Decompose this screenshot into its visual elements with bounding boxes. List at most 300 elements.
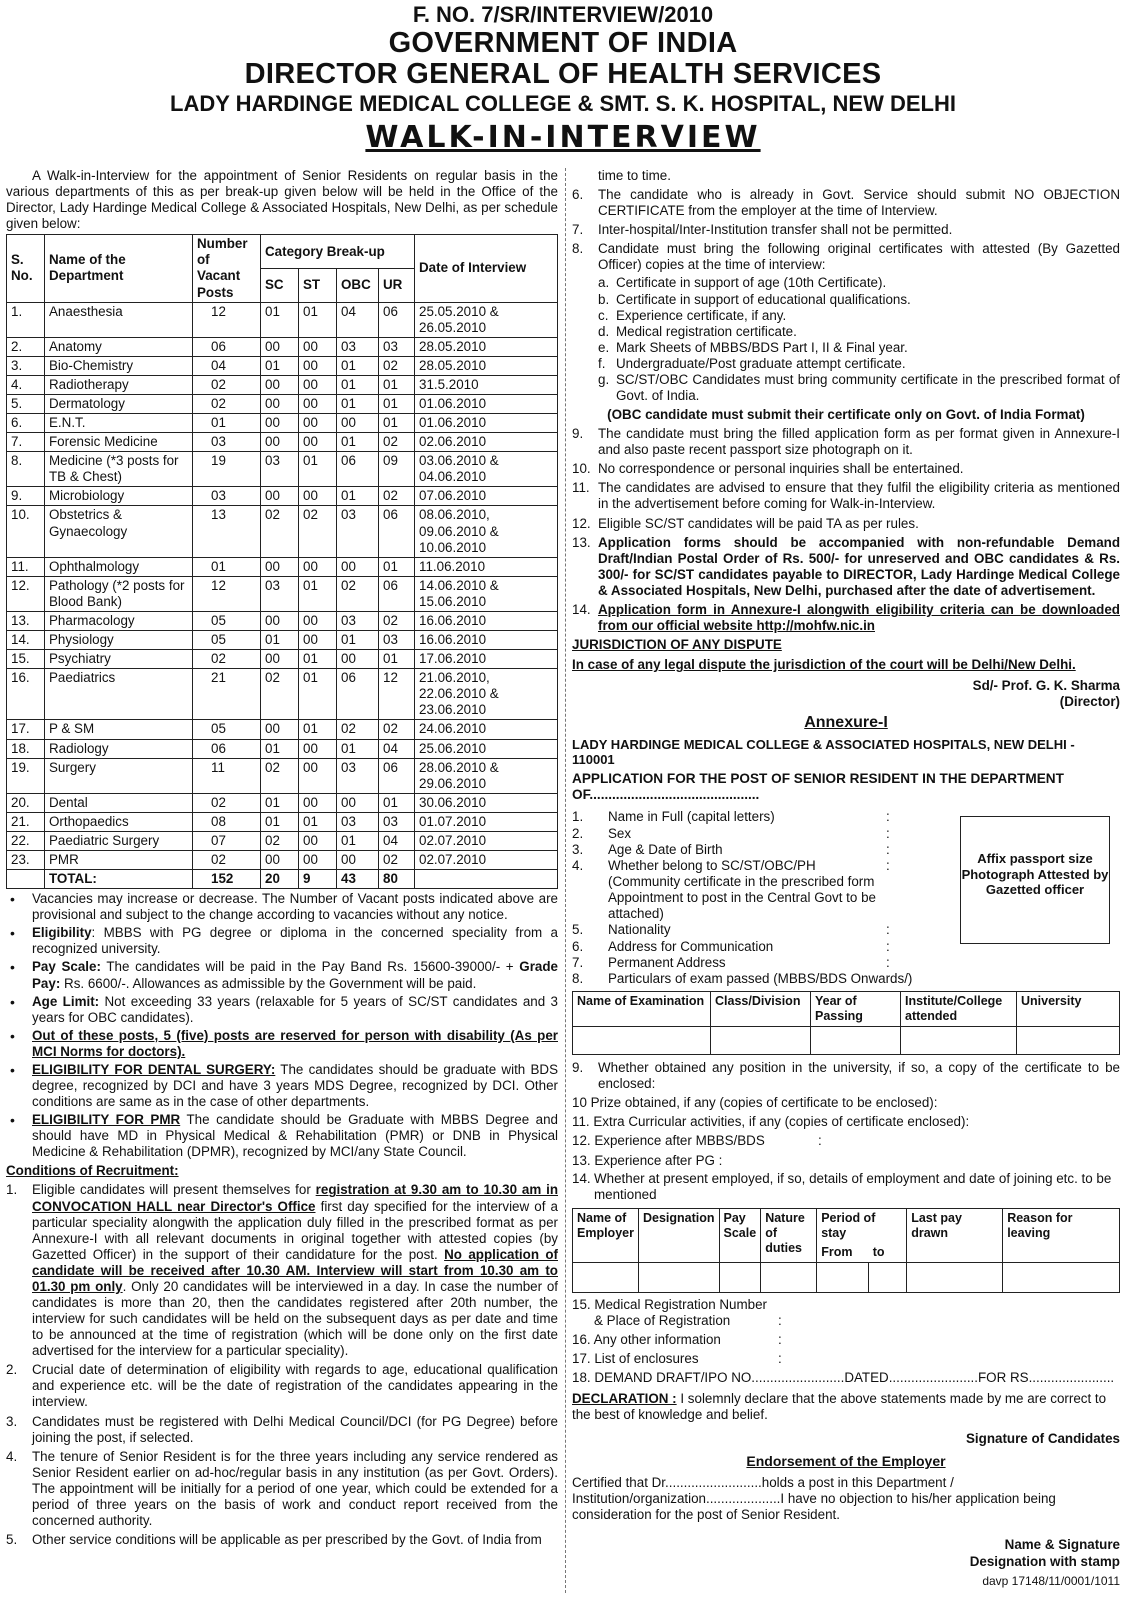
cell-dept: P & SM <box>45 720 193 739</box>
vacancy-table-body <box>7 302 558 869</box>
cell-no: 20. <box>7 793 45 812</box>
cell-st: 00 <box>299 557 337 576</box>
field-4-note: (Community certificate in the prescribed form Appointment to post in the Central Govt to be attached) <box>608 874 876 922</box>
cell-obc: 00 <box>337 793 379 812</box>
cell-ur: 02 <box>379 356 415 375</box>
cell-no: 18. <box>7 739 45 758</box>
cell-posts: 11 <box>193 758 261 793</box>
cell-posts: 02 <box>193 850 261 869</box>
cell-posts: 06 <box>193 337 261 356</box>
cell-posts: 12 <box>193 302 261 337</box>
cell-posts: 01 <box>193 557 261 576</box>
cell-date: 25.06.2010 <box>415 739 558 758</box>
cell-ur: 02 <box>379 720 415 739</box>
condition-2: 2. Crucial date of determination of eligibility with regards to age, educational qualification and experience etc. will be the date of registration of the candidates appearing in the interview. <box>6 1362 558 1410</box>
cell-st: 00 <box>299 758 337 793</box>
table-row <box>7 452 558 487</box>
th-sc: SC <box>261 268 299 302</box>
cell-dept: PMR <box>45 850 193 869</box>
table-row <box>7 557 558 576</box>
table-row <box>7 414 558 433</box>
cell-obc: 01 <box>337 487 379 506</box>
cell-posts: 05 <box>193 631 261 650</box>
cell-st: 00 <box>299 375 337 394</box>
table-row <box>7 812 558 831</box>
cell-ur: 01 <box>379 375 415 394</box>
cell-ur: 06 <box>379 302 415 337</box>
exam-col-header: Class/Division <box>711 992 811 1027</box>
cell-date: 16.06.2010 <box>415 631 558 650</box>
cell-date: 28.05.2010 <box>415 337 558 356</box>
cell-st: 00 <box>299 850 337 869</box>
cell-posts: 01 <box>193 414 261 433</box>
cell-ur: 02 <box>379 850 415 869</box>
cell-dept: Dental <box>45 793 193 812</box>
cell-posts: 03 <box>193 433 261 452</box>
cell-ur: 06 <box>379 758 415 793</box>
name-signature: Name & Signature <box>1004 1537 1120 1553</box>
annexure-institution: LADY HARDINGE MEDICAL COLLEGE & ASSOCIATED HOSPITALS, NEW DELHI - 110001 <box>572 736 1075 768</box>
condition-6: 6. The candidate who is already in Govt. Service should submit NO OBJECTION CERTIFICATE from the employer at the time of Interview. <box>572 187 1120 219</box>
form-field: 3. Age & Date of Birth : <box>572 841 890 857</box>
certificate-item: c. Experience certificate, if any. <box>598 307 787 323</box>
cell-ur: 03 <box>379 812 415 831</box>
cell-sc: 01 <box>261 793 299 812</box>
page-title: WALK-IN-INTERVIEW <box>365 119 761 155</box>
cell-st: 01 <box>299 650 337 669</box>
table-row <box>7 631 558 650</box>
cell-sc: 00 <box>261 433 299 452</box>
cell-posts: 07 <box>193 831 261 850</box>
cell-dept: Psychiatry <box>45 650 193 669</box>
govt-title: GOVERNMENT OF INDIA <box>388 27 738 60</box>
field-16: 16. Any other information : <box>572 1331 782 1347</box>
cell-obc: 01 <box>337 433 379 452</box>
cell-posts: 02 <box>193 395 261 414</box>
cell-ur: 01 <box>379 414 415 433</box>
form-field: 2. Sex : <box>572 825 890 841</box>
table-row <box>7 758 558 793</box>
table-row <box>7 337 558 356</box>
cell-posts: 05 <box>193 611 261 630</box>
cell-date: 03.06.2010 & 04.06.2010 <box>415 452 558 487</box>
jurisdiction-heading: JURISDICTION OF ANY DISPUTE <box>572 637 782 653</box>
cell-st: 01 <box>299 669 337 720</box>
exam-col-header: Name of Examination <box>573 992 711 1027</box>
left-column <box>6 168 558 1548</box>
cell-dept: Bio-Chemistry <box>45 356 193 375</box>
cell-sc: 01 <box>261 302 299 337</box>
th-obc: OBC <box>337 268 379 302</box>
cell-date: 14.06.2010 & 15.06.2010 <box>415 576 558 611</box>
table-row <box>7 650 558 669</box>
cell-obc: 02 <box>337 576 379 611</box>
cell-ur: 12 <box>379 669 415 720</box>
cell-sc: 00 <box>261 611 299 630</box>
cell-date: 11.06.2010 <box>415 557 558 576</box>
table-row <box>7 831 558 850</box>
cell-obc: 03 <box>337 506 379 557</box>
table-row <box>7 395 558 414</box>
bullet-pay-scale: • Pay Scale: The candidates will be paid in the Pay Band Rs. 15600-39000/- + Grade Pay: Rs. 6600/-. Allowances as admissible by the Government will be paid. <box>6 959 558 991</box>
cell-no: 6. <box>7 414 45 433</box>
cell-obc: 03 <box>337 611 379 630</box>
table-row <box>7 669 558 720</box>
table-row <box>7 487 558 506</box>
th-date: Date of Interview <box>415 235 558 302</box>
cell-ur: 04 <box>379 739 415 758</box>
condition-12: 12. Eligible SC/ST candidates will be paid TA as per rules. <box>572 515 919 531</box>
cell-ur: 09 <box>379 452 415 487</box>
exam-col-header: Year of Passing <box>811 992 901 1027</box>
cell-ur: 02 <box>379 611 415 630</box>
total-st: 9 <box>299 870 337 889</box>
jurisdiction-text: In case of any legal dispute the jurisdiction of the court will be Delhi/New Delhi. <box>572 657 1076 673</box>
exam-table <box>572 991 1120 1055</box>
cell-no: 16. <box>7 669 45 720</box>
cell-ur: 06 <box>379 576 415 611</box>
conditions-heading: Conditions of Recruitment: <box>6 1163 179 1179</box>
exam-col-header: University <box>1017 992 1120 1027</box>
endorsement-heading: Endorsement of the Employer <box>746 1453 946 1470</box>
bullet-dental: • ELIGIBILITY FOR DENTAL SURGERY: The candidates should be graduate with BDS degree, recognized by DCI and have 3 years MDS Degree, recognized by DCI. Other conditions are same as in the case of other departments. <box>6 1062 558 1110</box>
cell-posts: 12 <box>193 576 261 611</box>
cell-dept: Orthopaedics <box>45 812 193 831</box>
cell-sc: 00 <box>261 337 299 356</box>
designation-stamp: Designation with stamp <box>969 1553 1120 1569</box>
cell-no: 12. <box>7 576 45 611</box>
davp-code: davp 17148/11/0001/1011 <box>982 1573 1120 1588</box>
cell-st: 00 <box>299 414 337 433</box>
th-category: Category Break-up <box>261 235 415 269</box>
cell-no: 4. <box>7 375 45 394</box>
cell-no: 21. <box>7 812 45 831</box>
table-row <box>7 302 558 337</box>
cell-date: 02.07.2010 <box>415 850 558 869</box>
institution-title: LADY HARDINGE MEDICAL COLLEGE & SMT. S. K. HOSPITAL, NEW DELHI <box>170 91 956 117</box>
certificate-item: b. Certificate in support of educational qualifications. <box>598 291 911 307</box>
cell-no: 8. <box>7 452 45 487</box>
dept-title: DIRECTOR GENERAL OF HEALTH SERVICES <box>244 57 882 90</box>
form-field: 5. Nationality : <box>572 922 890 938</box>
photo-box: Affix passport size Photograph Attested by Gazetted officer <box>960 816 1110 944</box>
th-dept: Name of the Department <box>45 235 193 302</box>
field-17: 17. List of enclosures : <box>572 1351 782 1367</box>
field-18: 18. DEMAND DRAFT/IPO NO.........................DATED........................FOR RS....................... <box>572 1370 1115 1386</box>
cell-dept: Physiology <box>45 631 193 650</box>
form-field: 6. Address for Communication : <box>572 938 890 954</box>
cell-sc: 00 <box>261 720 299 739</box>
cell-no: 23. <box>7 850 45 869</box>
cell-ur: 06 <box>379 506 415 557</box>
cell-no: 15. <box>7 650 45 669</box>
cell-obc: 01 <box>337 395 379 414</box>
cell-sc: 02 <box>261 669 299 720</box>
cell-no: 1. <box>7 302 45 337</box>
cell-sc: 00 <box>261 557 299 576</box>
cell-dept: Pathology (*2 posts for Blood Bank) <box>45 576 193 611</box>
cell-date: 25.05.2010 & 26.05.2010 <box>415 302 558 337</box>
cell-sc: 01 <box>261 739 299 758</box>
cell-st: 02 <box>299 506 337 557</box>
header <box>0 0 1126 156</box>
cell-obc: 00 <box>337 557 379 576</box>
field-9: 9. Whether obtained any position in the university, if so, a copy of the certificate to be enclosed: <box>572 1060 1120 1092</box>
cell-st: 00 <box>299 395 337 414</box>
cell-posts: 19 <box>193 452 261 487</box>
cell-date: 21.06.2010, 22.06.2010 & 23.06.2010 <box>415 669 558 720</box>
cell-sc: 01 <box>261 356 299 375</box>
form-field: 4. Whether belong to SC/ST/OBC/PH : <box>572 857 890 873</box>
cell-st: 01 <box>299 812 337 831</box>
condition-11: 11. The candidates are advised to ensure that they fulfil the eligibility criteria as mentioned in the advertisement before coming for Walk-in-Interview. <box>572 480 1120 512</box>
certificate-item: d. Medical registration certificate. <box>598 323 797 339</box>
cell-dept: Paediatric Surgery <box>45 831 193 850</box>
bullet-pmr: • ELIGIBILITY FOR PMR The candidate should be Graduate with MBBS Degree and should have MD in Physical Medical & Rehabilitation (PMR) or DNB in Physical Medicine & Rehabilitation (DPMR), recognized by MCI/any State Council. <box>6 1112 558 1160</box>
certificate-list <box>572 275 1120 404</box>
cell-obc: 06 <box>337 452 379 487</box>
cell-date: 28.06.2010 & 29.06.2010 <box>415 758 558 793</box>
employment-header-row: Name of Employer Designation Pay Scale Nature of duties Period of stay Last pay drawn Reason for leaving <box>573 1208 1120 1243</box>
cell-obc: 01 <box>337 631 379 650</box>
cell-st: 00 <box>299 337 337 356</box>
cell-no: 17. <box>7 720 45 739</box>
cell-posts: 21 <box>193 669 261 720</box>
cell-date: 01.06.2010 <box>415 395 558 414</box>
table-row <box>7 611 558 630</box>
cell-ur: 04 <box>379 831 415 850</box>
cell-dept: E.N.T. <box>45 414 193 433</box>
cell-date: 07.06.2010 <box>415 487 558 506</box>
table-row <box>7 850 558 869</box>
cell-ur: 03 <box>379 337 415 356</box>
cell-sc: 00 <box>261 487 299 506</box>
cell-dept: Dermatology <box>45 395 193 414</box>
form-field: 1. Name in Full (capital letters) : <box>572 809 890 825</box>
cell-date: 08.06.2010, 09.06.2010 & 10.06.2010 <box>415 506 558 557</box>
cell-st: 00 <box>299 356 337 375</box>
form-field: 7. Permanent Address : <box>572 954 890 970</box>
cell-sc: 02 <box>261 758 299 793</box>
cell-posts: 02 <box>193 375 261 394</box>
cell-sc: 01 <box>261 812 299 831</box>
cell-posts: 05 <box>193 720 261 739</box>
cell-sc: 02 <box>261 831 299 850</box>
cell-obc: 06 <box>337 669 379 720</box>
exam-col-header: Institute/College attended <box>901 992 1017 1027</box>
cell-st: 01 <box>299 720 337 739</box>
cell-date: 01.06.2010 <box>415 414 558 433</box>
certificate-item: a. Certificate in support of age (10th Certificate). <box>598 275 887 291</box>
bullet-disability: • Out of these posts, 5 (five) posts are reserved for person with disability (As per MCI Norms for doctors). <box>6 1028 558 1060</box>
cell-dept: Anatomy <box>45 337 193 356</box>
cell-dept: Anaesthesia <box>45 302 193 337</box>
cell-dept: Ophthalmology <box>45 557 193 576</box>
application-heading: APPLICATION FOR THE POST OF SENIOR RESIDENT IN THE DEPARTMENT OF............................................. <box>572 770 1064 803</box>
cell-posts: 04 <box>193 356 261 375</box>
condition-10: 10. No correspondence or personal inquiries shall be entertained. <box>572 461 964 477</box>
exam-blank-row <box>573 1027 1120 1055</box>
cell-sc: 03 <box>261 452 299 487</box>
total-sc: 20 <box>261 870 299 889</box>
cell-st: 00 <box>299 739 337 758</box>
cell-obc: 00 <box>337 850 379 869</box>
cell-sc: 00 <box>261 414 299 433</box>
employment-table: Name of Employer Designation Pay Scale Nature of duties Period of stay Last pay drawn Reason for leaving From to <box>572 1208 1120 1293</box>
field-15-place: & Place of Registration : <box>594 1312 782 1328</box>
cell-st: 00 <box>299 831 337 850</box>
cell-obc: 02 <box>337 720 379 739</box>
cell-sc: 02 <box>261 506 299 557</box>
intro-paragraph: A Walk-in-Interview for the appointment of Senior Residents on regular basis in the various departments of this as per break-up given below will be held in the Office of the Director, Lady Hardinge Medical College & Associated Hospitals, New Delhi, as per schedule given below: <box>6 168 558 232</box>
cell-sc: 00 <box>261 850 299 869</box>
cell-no: 5. <box>7 395 45 414</box>
cell-date: 16.06.2010 <box>415 611 558 630</box>
cell-posts: 02 <box>193 650 261 669</box>
field-15: 15. Medical Registration Number <box>572 1296 767 1312</box>
cell-posts: 03 <box>193 487 261 506</box>
cell-ur: 01 <box>379 650 415 669</box>
field-8: 8. Particulars of exam passed (MBBS/BDS Onwards/) <box>572 970 913 986</box>
cell-dept: Medicine (*3 posts for TB & Chest) <box>45 452 193 487</box>
cell-dept: Forensic Medicine <box>45 433 193 452</box>
total-obc: 43 <box>337 870 379 889</box>
total-ur: 80 <box>379 870 415 889</box>
cell-posts: 06 <box>193 739 261 758</box>
field-11: 11. Extra Curricular activities, if any (copies of certificate enclosed): <box>572 1114 970 1130</box>
condition-13: 13. Application forms should be accompanied with non-refundable Demand Draft/Indian Postal Order of Rs. 500/- for unreserved and OBC candidates & Rs. 300/- for SC/ST candidates payable to DIRECTOR, Lady Hardinge Medical College & Associated Hospitals, New Delhi, purchased after the date of advertisement. <box>572 534 1120 598</box>
total-label: TOTAL: <box>45 870 193 889</box>
exam-header-row <box>573 992 1120 1027</box>
cell-dept: Microbiology <box>45 487 193 506</box>
cell-no: 22. <box>7 831 45 850</box>
signature-title: (Director) <box>1059 694 1120 710</box>
cell-ur: 01 <box>379 557 415 576</box>
cell-no: 2. <box>7 337 45 356</box>
field-12: 12. Experience after MBBS/BDS : <box>572 1133 822 1149</box>
condition-3: 3. Candidates must be registered with Delhi Medical Council/DCI (for PG Degree) before joining the post, if selected. <box>6 1413 558 1445</box>
table-row <box>7 356 558 375</box>
cell-st: 00 <box>299 487 337 506</box>
file-number: F. NO. 7/SR/INTERVIEW/2010 <box>412 2 714 27</box>
cell-sc: 03 <box>261 576 299 611</box>
cell-sc: 00 <box>261 395 299 414</box>
cell-date: 17.06.2010 <box>415 650 558 669</box>
annexure-title: Annexure-I <box>804 714 888 732</box>
cell-no: 19. <box>7 758 45 793</box>
cell-st: 00 <box>299 793 337 812</box>
cell-dept: Paediatrics <box>45 669 193 720</box>
cell-ur: 01 <box>379 395 415 414</box>
cell-no: 7. <box>7 433 45 452</box>
cell-st: 00 <box>299 611 337 630</box>
right-column <box>572 168 1120 1588</box>
table-row <box>7 793 558 812</box>
table-row <box>7 739 558 758</box>
cell-no: 11. <box>7 557 45 576</box>
cell-obc: 03 <box>337 812 379 831</box>
cell-sc: 00 <box>261 650 299 669</box>
cell-dept: Radiotherapy <box>45 375 193 394</box>
th-posts: Number of Vacant Posts <box>193 235 261 302</box>
employment-blank-row <box>573 1262 1120 1292</box>
table-row <box>7 576 558 611</box>
cell-obc: 00 <box>337 650 379 669</box>
bullet-age-limit: • Age Limit: Not exceeding 33 years (relaxable for 5 years of SC/ST candidates and 3 years for OBC candidates). <box>6 994 558 1026</box>
declaration: DECLARATION : I solemnly declare that the above statements made by me are correct to the best of knowledge and belief. <box>572 1391 1107 1423</box>
cell-st: 00 <box>299 433 337 452</box>
condition-5-continued: time to time. <box>598 168 671 183</box>
obc-note: (OBC candidate must submit their certificate only on Govt. of India Format) <box>607 407 1085 423</box>
body-columns <box>6 168 1120 1596</box>
cell-date: 30.06.2010 <box>415 793 558 812</box>
cell-date: 31.5.2010 <box>415 375 558 394</box>
certificate-item: g. SC/ST/OBC Candidates must bring community certificate in the prescribed format of Govt. of India. <box>598 371 1120 404</box>
cell-dept: Radiology <box>45 739 193 758</box>
cell-st: 01 <box>299 302 337 337</box>
cell-date: 02.07.2010 <box>415 831 558 850</box>
th-ur: UR <box>379 268 415 302</box>
condition-7: 7. Inter-hospital/Inter-Institution transfer shall not be permitted. <box>572 222 953 238</box>
cell-obc: 03 <box>337 758 379 793</box>
candidate-signature: Signature of Candidates <box>965 1431 1120 1447</box>
condition-8: 8. Candidate must bring the following original certificates with attested (By Gazetted Officer) copies at the time of interview: <box>572 241 1120 273</box>
cell-date: 02.06.2010 <box>415 433 558 452</box>
cell-no: 3. <box>7 356 45 375</box>
cell-no: 14. <box>7 631 45 650</box>
certificate-item: f. Undergraduate/Post graduate attempt certificate. <box>598 355 906 371</box>
condition-1: 1. Eligible candidates will present themselves for registration at 9.30 am to 10.30 am in CONVOCATION HALL near Director's Office first day specified for the interview of a particular speciality alongwith the application duly filled in the prescribed format as per Annexure-I with all relevant documents in original together with attested copies (by Gazetted Officer) in the support of their candidature for the post. No application of candidate will be received after 10.30 AM. Interview will start from 10.30 am to 01.30 pm only. Only 20 candidates will be interviewed in a day. In case the number of candidates is more than 20, then the candidates registered after 20th number, the interview for such candidates will be held on the subsequent days as per date and time to be announced at the time of registration (which will be done only on the first date advertised for the interview for a particular speciality). <box>6 1182 558 1359</box>
certificate-item: e. Mark Sheets of MBBS/BDS Part I, II & Final year. <box>598 339 908 355</box>
signature-name: Sd/- Prof. G. K. Sharma <box>972 678 1120 694</box>
table-row <box>7 433 558 452</box>
cell-sc: 01 <box>261 631 299 650</box>
vacancy-table <box>6 234 558 889</box>
cell-obc: 01 <box>337 831 379 850</box>
cell-st: 01 <box>299 452 337 487</box>
cell-obc: 01 <box>337 739 379 758</box>
th-st: ST <box>299 268 337 302</box>
cell-dept: Surgery <box>45 758 193 793</box>
cell-posts: 08 <box>193 812 261 831</box>
cell-no: 13. <box>7 611 45 630</box>
table-row <box>7 506 558 557</box>
condition-4: 4. The tenure of Senior Resident is for the three years including any service rendered as Senior Resident earlier on ad-hoc/regular basis in any institution (as per Govt. Orders). The appointment will be initially for a period of one year, which could be extended for a period of three years on the basis of work and conduct report received from the concerned authority. <box>6 1448 558 1529</box>
cell-obc: 03 <box>337 337 379 356</box>
endorsement-text: Certified that Dr..........................holds a post in this Department / Institution/organization....................I have no objection to his/her application being consideration for the post of Senior Resident. <box>572 1475 1056 1523</box>
cell-obc: 01 <box>337 375 379 394</box>
table-row <box>7 375 558 394</box>
cell-ur: 02 <box>379 433 415 452</box>
cell-dept: Pharmacology <box>45 611 193 630</box>
th-sno: S. No. <box>7 235 45 302</box>
cell-obc: 01 <box>337 356 379 375</box>
field-10: 10 Prize obtained, if any (copies of certificate to be enclosed): <box>572 1095 938 1111</box>
cell-ur: 02 <box>379 487 415 506</box>
total-posts: 152 <box>193 870 261 889</box>
cell-sc: 00 <box>261 375 299 394</box>
cell-obc: 04 <box>337 302 379 337</box>
condition-5: 5. Other service conditions will be applicable as per prescribed by the Govt. of India from <box>6 1532 542 1548</box>
cell-dept: Obstetrics & Gynaecology <box>45 506 193 557</box>
cell-no: 10. <box>7 506 45 557</box>
condition-14: 14. Application form in Annexure-I alongwith eligibility criteria can be downloaded from our official website http://mohfw.nic.in <box>572 601 1120 634</box>
cell-st: 01 <box>299 576 337 611</box>
table-row <box>7 720 558 739</box>
cell-date: 24.06.2010 <box>415 720 558 739</box>
cell-posts: 02 <box>193 793 261 812</box>
cell-date: 28.05.2010 <box>415 356 558 375</box>
